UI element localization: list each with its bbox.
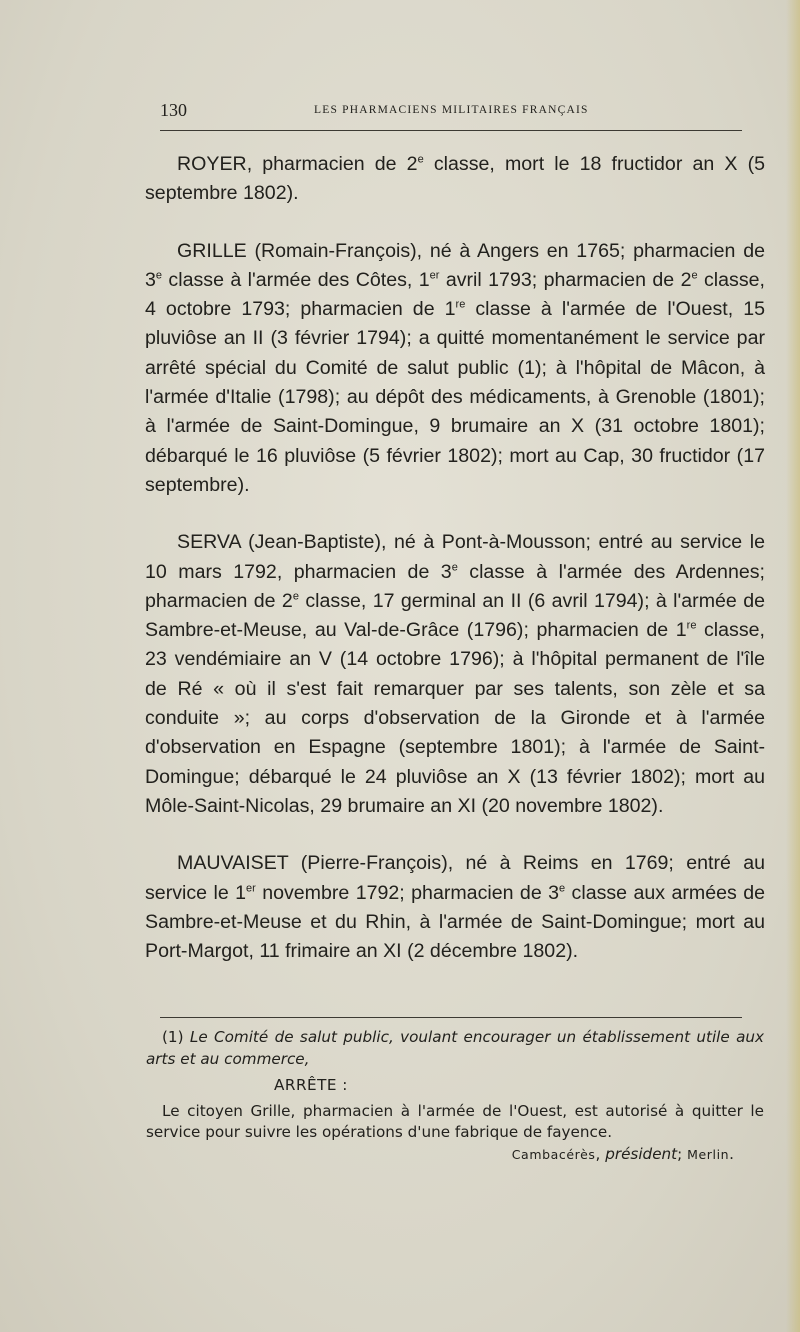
page-edge-shading [786,0,800,1332]
entry-name: SERVA [177,531,241,554]
page-header [160,100,750,130]
body-text [145,150,765,994]
footnote-intro-text: Le Comité de salut public, voulant encourager un établissement utile aux arts et au commerce, [146,1028,765,1068]
entry-name: ROYER [177,153,247,175]
entry-serva: SERVA (Jean-Baptiste), né à Pont-à-Mousson; entré au service le 10 mars 1792, pharmacien de 3e classe à l'armée des Ardennes; pharmacien de 2e classe, 17 germinal an II (6 avril 1794); à l'armée de Sambre-et-Meuse, au Val-de-Grâce (1796); pharmacien de 1re classe, 23 vendémiaire an V (14 octobre 1796); à l'hôpital permanent de l'île de Ré « où il s'est fait remarquer par ses talents, son zèle et sa conduite »; au corps d'observation de la Gironde et à l'armée d'observation en Espagne (septembre 1801); à l'armée de Saint-Domingue; débarqué le 24 pluviôse an X (13 février 1802); mort au Môle-Saint-Nicolas, 29 brumaire an XI (20 novembre 1802). [145,531,765,817]
footnote-rule [160,1017,742,1018]
entry-royer: ROYER, pharmacien de 2e classe, mort le 18 fructidor an X (5 septembre 1802). [145,153,766,205]
signer-merlin: Merlin [687,1146,730,1162]
page-number: 130 [160,100,187,120]
footnote [146,1027,764,1165]
footnote-intro [146,1027,764,1070]
entry-name: GRILLE [177,239,247,262]
signer-cambaceres: Cambacérès [511,1146,596,1162]
footnote-body: Le citoyen Grille, pharmacien à l'armée de l'Ouest, est autorisé à quitter le service pour suivre les opérations d'une fabrique de fayence. [146,1101,764,1141]
running-title: LES PHARMACIENS MILITAIRES FRANÇAIS [314,104,589,116]
footnote-arrete: ARRÊTE : [274,1076,348,1094]
entry-grille: GRILLE (Romain-François), né à Angers en 1765; pharmacien de 3e classe à l'armée des Côtes, 1er avril 1793; pharmacien de 2e classe, 4 octobre 1793; pharmacien de 1re classe à l'armée de l'Ouest, 15 pluviôse an II (3 février 1794); a quitté momentanément le service par arrêté spécial du Comité de salut public (1); à l'hôpital de Mâcon, à l'armée d'Italie (1798); au dépôt des médicaments, à Grenoble (1801); à l'armée de Saint-Domingue, 9 brumaire an X (31 octobre 1801); débarqué le 16 pluviôse (5 février 1802); mort au Cap, 30 fructidor (17 septembre). [145,239,765,496]
entry-name: MAUVAISET [177,852,289,875]
footnote-signatures: Cambacérès, président; Merlin. [511,1144,734,1163]
entry-mauvaiset: MAUVAISET (Pierre-François), né à Reims en 1769; entré au service le 1er novembre 1792; pharmacien de 3e classe aux armées de Sambre-et-Meuse et du Rhin, à l'armée de Saint-Domingue; mort au Port-Margot, 11 frimaire an XI (2 décembre 1802). [145,852,765,963]
signer-role: président [605,1144,678,1163]
footnote-marker: (1) [162,1028,184,1046]
header-rule [160,130,742,131]
